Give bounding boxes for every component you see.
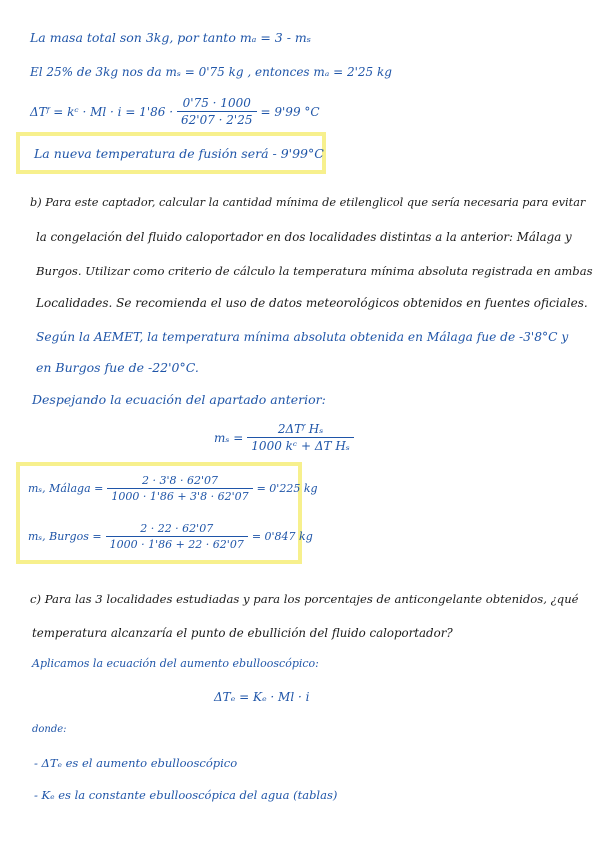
freezing-point-equation: [30, 96, 320, 127]
burgos-numerator: 2 · 22 · 62'07: [140, 522, 214, 535]
freezing-eq-result: = 9'99 °C: [260, 104, 320, 119]
mass-formula-left: mₛ =: [214, 430, 244, 445]
burgos-fraction: [106, 522, 248, 551]
donde-label: donde:: [32, 724, 67, 735]
mass-formula: [214, 422, 358, 453]
malaga-label: mₛ, Málaga =: [28, 482, 104, 495]
freezing-eq-left: ΔTᶠ = kᶜ · Ml · i = 1'86 ·: [30, 104, 174, 119]
percentage-line: El 25% de 3kg nos da mₛ = 0'75 kg , entonces mₐ = 2'25 kg: [30, 65, 392, 79]
new-freezing-temp-answer: La nueva temperatura de fusión será - 9'99°C: [34, 146, 324, 161]
mass-formula-numerator: 2ΔTᶠ Hₛ: [277, 422, 324, 436]
question-c-line-2: temperatura alcanzaría el punto de ebullición del fluido caloportador?: [32, 626, 453, 640]
burgos-label: mₛ, Burgos =: [28, 530, 102, 543]
question-b-line-1: b) Para este captador, calcular la cantidad mínima de etilenglicol que sería necesaria para evitar: [30, 196, 586, 209]
aemet-line-1: Según la AEMET, la temperatura mínima absoluta obtenida en Málaga fue de -3'8°C y: [36, 330, 569, 344]
question-b-line-3: Burgos. Utilizar como criterio de cálculo la temperatura mínima absoluta registrada en ambas: [36, 264, 593, 278]
bullet-ke: - Kₑ es la constante ebullooscópica del agua (tablas): [34, 788, 338, 802]
burgos-denominator: 1000 · 1'86 + 22 · 62'07: [106, 536, 248, 551]
aemet-line-2: en Burgos fue de -22'0°C.: [36, 360, 199, 375]
bullet-delta-te: - ΔTₑ es el aumento ebullooscópico: [34, 756, 238, 770]
mass-total-line: La masa total son 3kg, por tanto mₐ = 3 - mₛ: [30, 30, 311, 45]
malaga-denominator: 1000 · 1'86 + 3'8 · 62'07: [107, 488, 252, 503]
mass-formula-fraction: [247, 422, 354, 453]
question-b-line-4: Localidades. Se recomienda el uso de datos meteorológicos obtenidos en fuentes oficiales.: [36, 296, 588, 310]
freezing-eq-numerator: 0'75 · 1000: [182, 96, 251, 110]
question-c-line-1: c) Para las 3 localidades estudiadas y para los porcentajes de anticongelante obtenidos, ¿qué: [30, 592, 579, 606]
freezing-eq-denominator: 62'07 · 2'25: [177, 111, 256, 127]
malaga-equation: [28, 474, 318, 503]
burgos-result: = 0'847 kg: [251, 530, 313, 543]
mass-formula-denominator: 1000 kᶜ + ΔT Hₛ: [247, 437, 354, 453]
despejando-line: Despejando la ecuación del apartado anterior:: [32, 392, 326, 407]
aplicamos-line: Aplicamos la ecuación del aumento ebullooscópico:: [32, 657, 319, 670]
malaga-numerator: 2 · 3'8 · 62'07: [141, 474, 218, 487]
burgos-equation: [28, 522, 313, 551]
question-b-line-2: la congelación del fluido caloportador en dos localidades distintas a la anterior: Málaga y: [36, 230, 572, 244]
malaga-fraction: [107, 474, 252, 503]
malaga-result: = 0'225 kg: [256, 482, 318, 495]
freezing-eq-fraction: [177, 96, 256, 127]
boiling-formula: ΔTₑ = Kₑ · Ml · i: [214, 690, 310, 704]
